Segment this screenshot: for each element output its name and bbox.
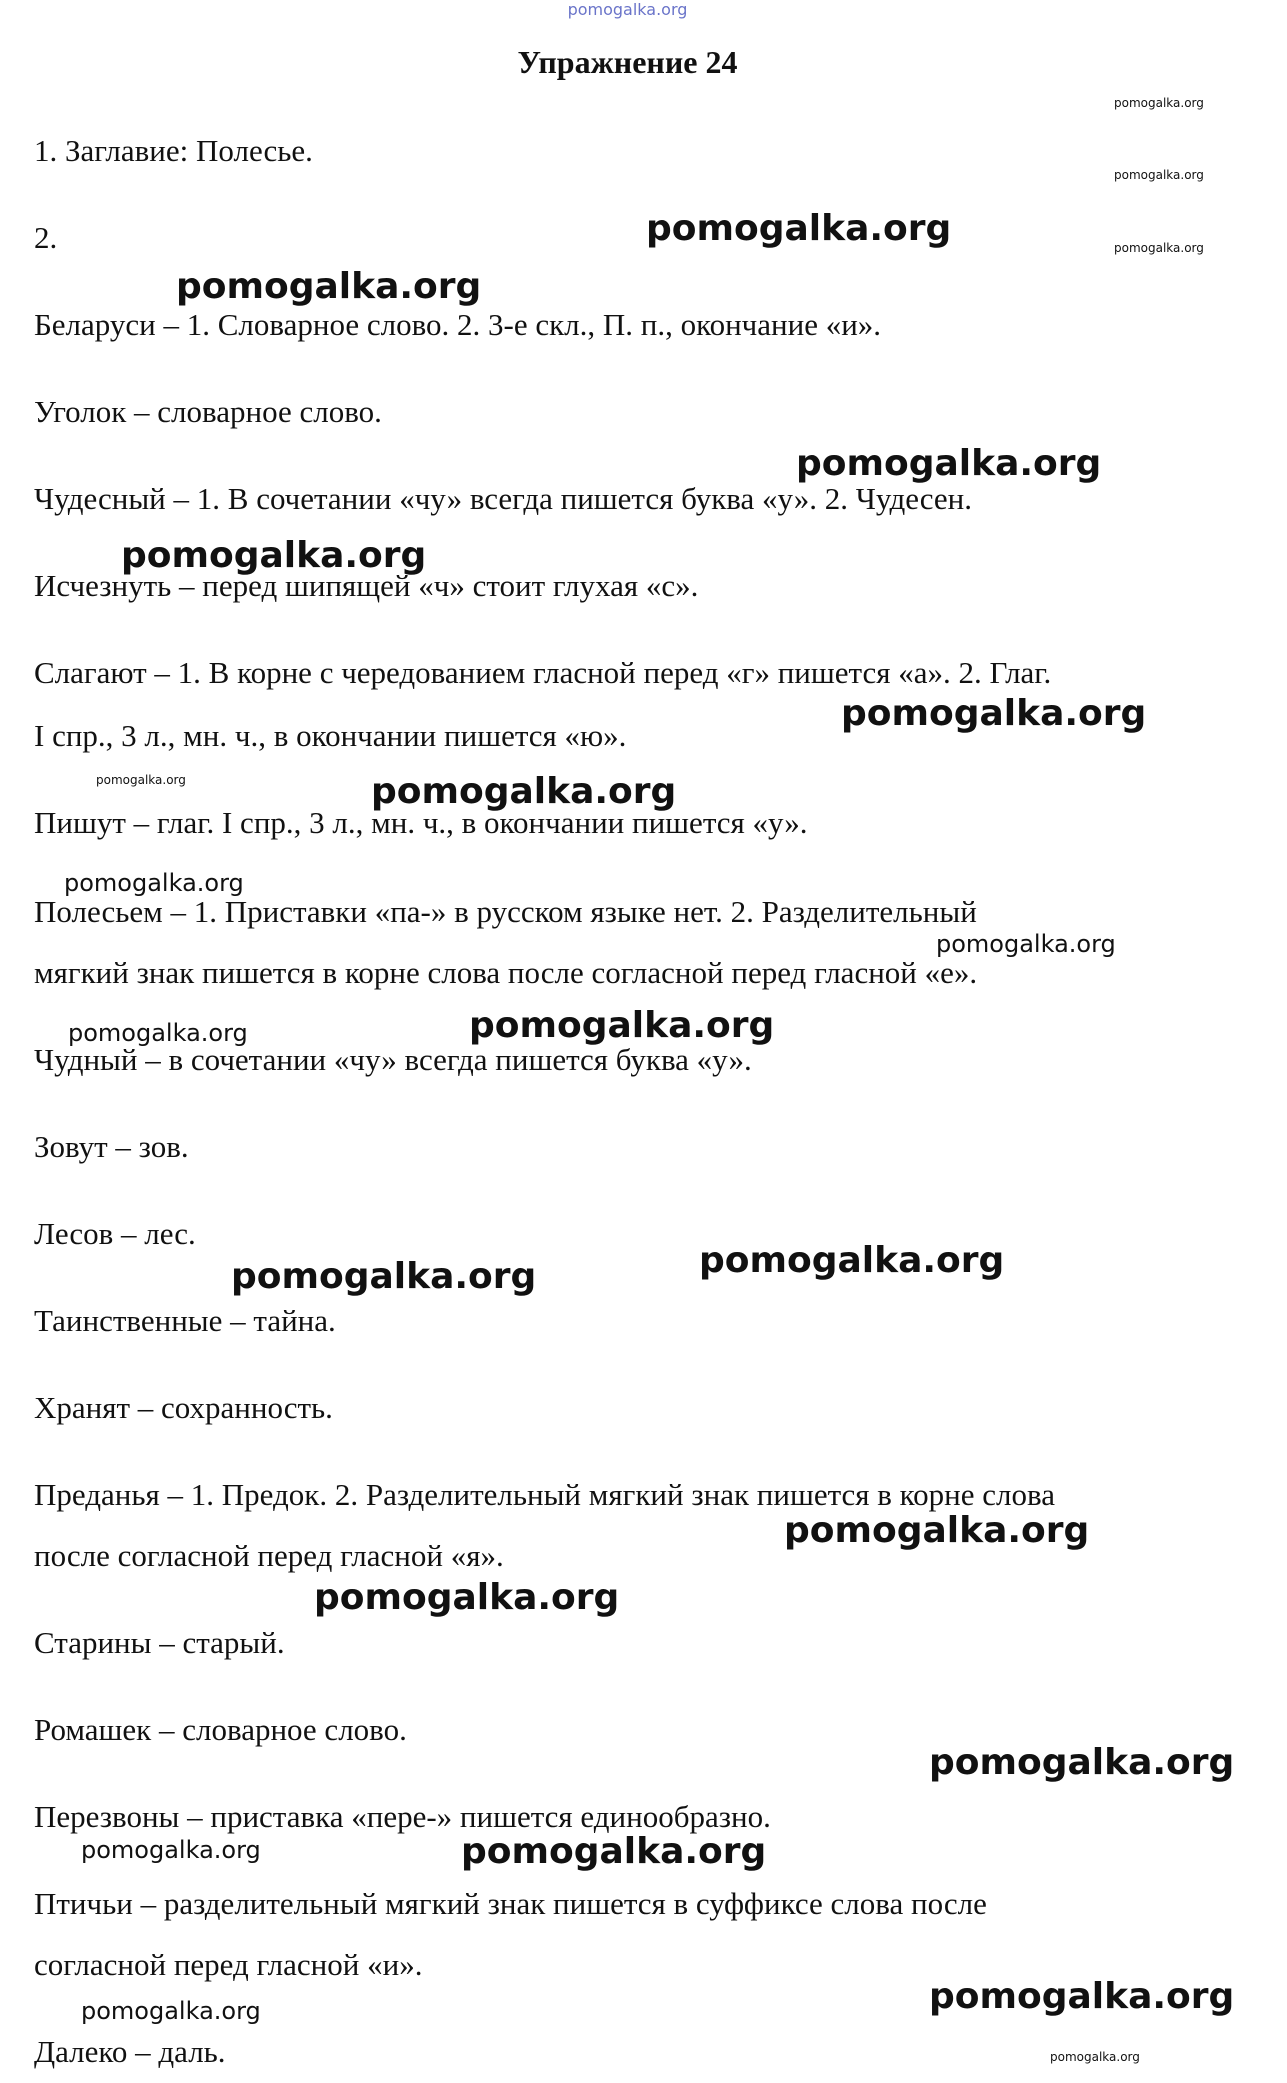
text-line-14: Лесов – лес. — [34, 1216, 196, 1251]
text-line-15: Таинственные – тайна. — [34, 1303, 336, 1338]
watermark: pomogalka.org — [68, 1019, 248, 1047]
text-line-8: I спр., 3 л., мн. ч., в окончании пишется «ю». — [34, 718, 627, 753]
watermark: pomogalka.org — [461, 1831, 767, 1872]
text-line-12: Чудный – в сочетании «чу» всегда пишется буква «у». — [34, 1042, 752, 1077]
watermark: pomogalka.org — [699, 1240, 1005, 1281]
watermark: pomogalka.org — [646, 208, 952, 249]
watermark: pomogalka.org — [371, 771, 677, 812]
text-line-24: Далеко – даль. — [34, 2034, 226, 2069]
text-line-2: 2. — [34, 220, 58, 255]
watermark: pomogalka.org — [1114, 241, 1204, 255]
text-line-7: Слагают – 1. В корне с чередованием гласной перед «г» пишется «а». 2. Глаг. — [34, 655, 1052, 690]
watermark: pomogalka.org — [81, 1997, 261, 2025]
text-line-13: Зовут – зов. — [34, 1129, 189, 1164]
text-line-16: Хранят – сохранность. — [34, 1390, 333, 1425]
text-line-20: Ромашек – словарное слово. — [34, 1712, 407, 1747]
watermark: pomogalka.org — [176, 266, 482, 307]
text-line-3: Беларуси – 1. Словарное слово. 2. 3-е скл., П. п., окончание «и». — [34, 307, 882, 342]
watermark: pomogalka.org — [936, 930, 1116, 958]
text-line-9: Пишут – глаг. I спр., 3 л., мн. ч., в окончании пишется «у». — [34, 805, 808, 840]
watermark: pomogalka.org — [64, 869, 244, 897]
watermark: pomogalka.org — [96, 773, 186, 787]
text-line-19: Старины – старый. — [34, 1625, 285, 1660]
watermark: pomogalka.org — [314, 1577, 620, 1618]
watermark: pomogalka.org — [121, 535, 427, 576]
watermark: pomogalka.org — [784, 1510, 1090, 1551]
text-line-1: 1. Заглавие: Полесье. — [34, 133, 313, 168]
top-watermark: pomogalka.org — [567, 0, 688, 19]
text-line-11: мягкий знак пишется в корне слова после согласной перед гласной «е». — [34, 955, 978, 990]
text-line-22: Птичьи – разделительный мягкий знак пишется в суффиксе слова после — [34, 1886, 987, 1921]
text-line-10: Полесьем – 1. Приставки «па-» в русском языке нет. 2. Разделительный — [34, 894, 977, 929]
text-line-5: Чудесный – 1. В сочетании «чу» всегда пишется буква «у». 2. Чудесен. — [34, 481, 973, 516]
watermark: pomogalka.org — [1050, 2050, 1140, 2064]
text-line-21: Перезвоны – приставка «пере-» пишется единообразно. — [34, 1799, 771, 1834]
watermark: pomogalka.org — [469, 1005, 775, 1046]
text-line-17: Преданья – 1. Предок. 2. Разделительный мягкий знак пишется в корне слова — [34, 1477, 1055, 1512]
text-line-4: Уголок – словарное слово. — [34, 394, 382, 429]
text-line-6: Исчезнуть – перед шипящей «ч» стоит глухая «с». — [34, 568, 699, 603]
text-line-18: после согласной перед гласной «я». — [34, 1538, 504, 1573]
text-line-23: согласной перед гласной «и». — [34, 1947, 423, 1982]
watermark: pomogalka.org — [841, 693, 1147, 734]
watermark: pomogalka.org — [1114, 96, 1204, 110]
watermark: pomogalka.org — [81, 1836, 261, 1864]
watermark: pomogalka.org — [796, 443, 1102, 484]
watermark: pomogalka.org — [231, 1256, 537, 1297]
watermark: pomogalka.org — [1114, 168, 1204, 182]
watermark: pomogalka.org — [929, 1742, 1235, 1783]
watermark: pomogalka.org — [929, 1976, 1235, 2017]
page-title: Упражнение 24 — [517, 44, 738, 80]
